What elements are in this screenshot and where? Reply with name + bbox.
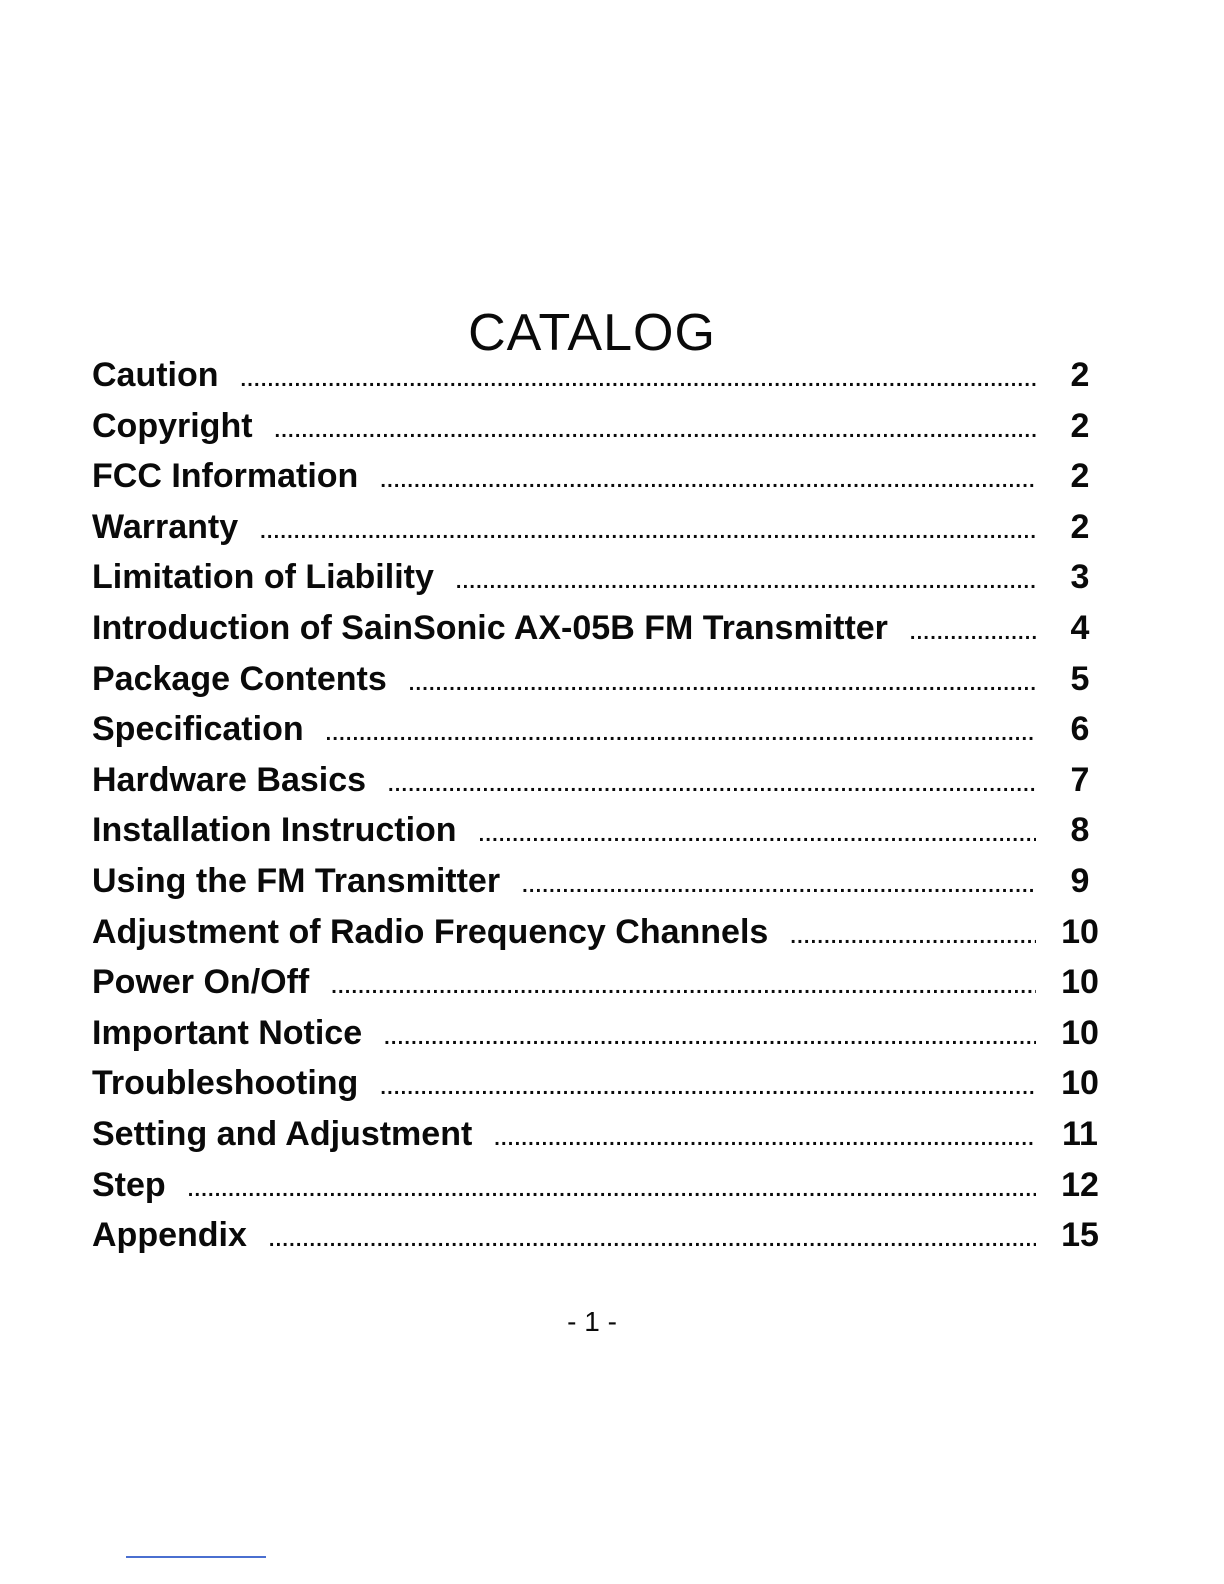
toc-leader-dots — [522, 861, 1036, 912]
toc-entry-page: 2 — [1070, 507, 1090, 546]
toc-entry-label: Appendix — [92, 1216, 247, 1255]
toc-leader-dots — [275, 406, 1036, 457]
toc-entry-page: 3 — [1070, 558, 1090, 597]
toc-entry-package-contents[interactable] — [92, 654, 1102, 705]
toc-entry-label: Important Notice — [92, 1013, 363, 1052]
toc-entry-step[interactable] — [92, 1160, 1102, 1211]
toc-entry-label: Using the FM Transmitter — [92, 861, 501, 900]
toc-leader-dots — [456, 557, 1036, 608]
toc-leader-dots — [326, 709, 1036, 760]
toc-entry-label: Package Contents — [92, 659, 387, 698]
toc-entry-specification[interactable] — [92, 704, 1102, 755]
toc-entry-copyright[interactable] — [92, 401, 1102, 452]
toc-entry-adjustment-of-radio-frequency[interactable] — [92, 907, 1102, 958]
page-number: - 1 - — [567, 1306, 617, 1337]
toc-leader-dots — [269, 1215, 1036, 1266]
toc-entry-label: Hardware Basics — [92, 760, 367, 799]
toc-entry-important-notice[interactable] — [92, 1008, 1102, 1059]
toc-entry-label: Setting and Adjustment — [92, 1114, 473, 1153]
toc-entry-page: 10 — [1061, 963, 1099, 1002]
toc-leader-dots — [188, 1165, 1036, 1216]
toc-entry-power-on-off[interactable] — [92, 957, 1102, 1008]
toc-entry-page: 8 — [1070, 811, 1090, 850]
toc-entry-page: 9 — [1070, 861, 1090, 900]
toc-leader-dots — [260, 507, 1036, 558]
toc-leader-dots — [380, 456, 1036, 507]
toc-entry-label: Specification — [92, 710, 304, 749]
toc-entry-caution[interactable] — [92, 350, 1102, 401]
toc-entry-label: Power On/Off — [92, 963, 310, 1002]
toc-entry-label: Introduction of SainSonic AX-05B FM Transmitter — [92, 608, 888, 647]
table-of-contents — [92, 350, 1102, 1261]
toc-entry-introduction[interactable] — [92, 603, 1102, 654]
toc-entry-page: 5 — [1070, 659, 1090, 698]
toc-entry-label: FCC Information — [92, 457, 359, 496]
toc-entry-page: 4 — [1070, 608, 1090, 647]
toc-entry-page: 10 — [1061, 1013, 1099, 1052]
toc-entry-label: Adjustment of Radio Frequency Channels — [92, 912, 769, 951]
toc-leader-dots — [409, 659, 1036, 710]
toc-entry-label: Step — [92, 1165, 166, 1204]
toc-leader-dots — [910, 608, 1036, 659]
toc-entry-hardware-basics[interactable] — [92, 755, 1102, 806]
toc-leader-dots — [388, 760, 1036, 811]
toc-entry-label: Limitation of Liability — [92, 558, 434, 597]
toc-entry-warranty[interactable] — [92, 502, 1102, 553]
toc-entry-page: 10 — [1061, 912, 1099, 951]
toc-entry-page: 15 — [1061, 1216, 1099, 1255]
toc-entry-page: 11 — [1062, 1114, 1098, 1153]
toc-leader-dots — [494, 1114, 1036, 1165]
toc-leader-dots — [241, 355, 1036, 406]
toc-entry-label: Troubleshooting — [92, 1064, 359, 1103]
toc-entry-label: Copyright — [92, 406, 253, 445]
toc-leader-dots — [790, 912, 1036, 963]
toc-leader-dots — [380, 1063, 1036, 1114]
toc-entry-label: Caution — [92, 356, 219, 394]
toc-leader-dots — [331, 962, 1036, 1013]
toc-entry-limitation-of-liability[interactable] — [92, 552, 1102, 603]
toc-entry-installation-instruction[interactable] — [92, 805, 1102, 856]
toc-entry-page: 2 — [1070, 406, 1090, 445]
toc-entry-label: Installation Instruction — [92, 811, 457, 850]
toc-entry-page: 10 — [1061, 1064, 1099, 1103]
toc-entry-setting-and-adjustment[interactable] — [92, 1109, 1102, 1160]
toc-entry-using-the-fm-transmitter[interactable] — [92, 856, 1102, 907]
toc-entry-page: 2 — [1070, 457, 1090, 496]
toc-entry-appendix[interactable] — [92, 1210, 1102, 1261]
toc-entry-page: 6 — [1070, 710, 1090, 749]
toc-entry-page: 7 — [1070, 760, 1090, 799]
toc-entry-fcc-information[interactable] — [92, 451, 1102, 502]
toc-leader-dots — [384, 1013, 1036, 1064]
footer-rule — [126, 1556, 266, 1558]
toc-entry-page: 12 — [1061, 1165, 1099, 1204]
toc-entry-page: 2 — [1070, 356, 1090, 394]
toc-entry-label: Warranty — [92, 507, 239, 546]
toc-entry-troubleshooting[interactable] — [92, 1058, 1102, 1109]
page-title: CATALOG — [468, 303, 716, 362]
toc-leader-dots — [479, 810, 1036, 861]
